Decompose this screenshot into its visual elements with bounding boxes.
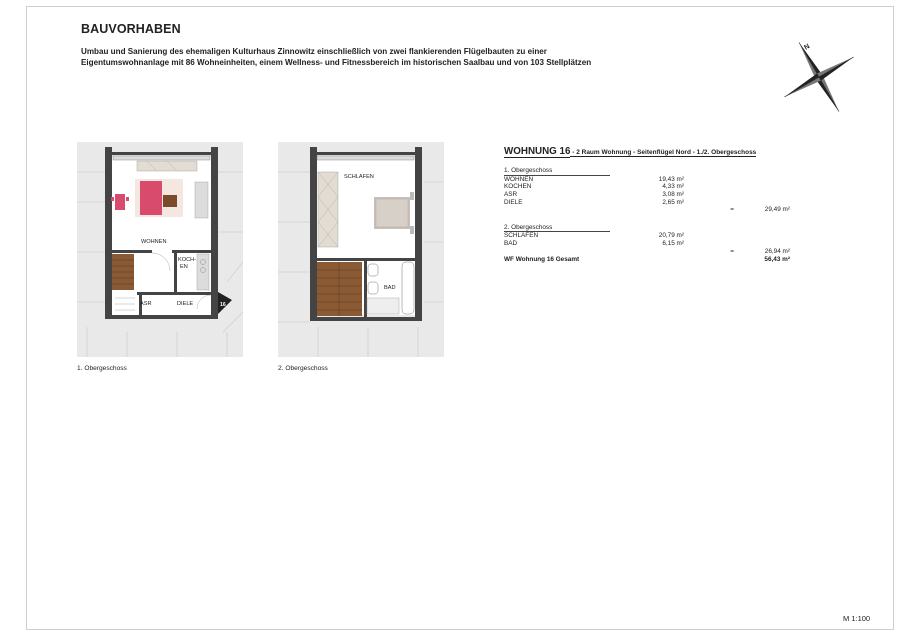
section-title-2og: 2. Obergeschoss xyxy=(504,224,610,233)
room-label-bad: BAD xyxy=(384,285,396,291)
description-line-1: Umbau und Sanierung des ehemaligen Kulturhaus Zinnowitz einschließlich von zwei flankierenden Flügelbauten zu einer xyxy=(81,47,547,56)
room-area: 4,33 m² xyxy=(662,183,684,191)
project-title: BAUVORHABEN xyxy=(81,22,181,36)
table-row xyxy=(504,183,794,191)
north-arrow-icon xyxy=(778,36,860,118)
floorplan-2og xyxy=(278,142,444,357)
area-section-1og xyxy=(504,167,794,214)
room-area: 3,08 m² xyxy=(662,190,684,198)
room-name: ASR xyxy=(504,190,518,198)
area-section-2og xyxy=(504,224,794,263)
description-line-2: Eigentumswohnanlage mit 86 Wohneinheiten, einem Wellness- und Fitnessbereich im historischen Saalbau und von 103 Stellplätzen xyxy=(81,58,592,67)
plan-caption-1og: 1. Obergeschoss xyxy=(77,365,127,372)
unit-heading: WOHNUNG 16 xyxy=(504,146,571,157)
area-table-heading xyxy=(504,146,794,157)
north-label: N xyxy=(803,43,812,52)
room-label-asr: ASR xyxy=(140,301,152,307)
unit-number-marker: 16 xyxy=(220,302,226,308)
plan-caption-2og: 2. Obergeschoss xyxy=(278,365,328,372)
room-name: BAD xyxy=(504,240,518,248)
room-label-diele: DIELE xyxy=(177,301,194,307)
table-row xyxy=(504,191,794,199)
section-sum-row xyxy=(504,206,794,214)
room-label-wohnen: WOHNEN xyxy=(141,239,167,245)
total-value: 56,43 m² xyxy=(764,255,790,263)
total-row xyxy=(504,256,794,264)
equals-sign: = xyxy=(730,206,734,214)
table-row xyxy=(504,232,794,240)
section-sum: 26,94 m² xyxy=(764,247,790,255)
room-name: WOHNEN xyxy=(504,175,534,183)
room-label-kochen-1: KOCH- xyxy=(178,257,197,263)
room-label-kochen-2: EN xyxy=(180,264,188,270)
room-label-schlafen: SCHLAFEN xyxy=(344,174,374,180)
room-area: 20,79 m² xyxy=(658,232,684,240)
total-label: WF Wohnung 16 Gesamt xyxy=(504,255,580,263)
table-row xyxy=(504,240,794,248)
section-title-1og: 1. Obergeschoss xyxy=(504,167,610,176)
area-table xyxy=(504,146,794,263)
equals-sign: = xyxy=(730,247,734,255)
drawing-scale: M 1:100 xyxy=(843,614,871,623)
section-sum: 29,49 m² xyxy=(764,206,790,214)
project-description xyxy=(81,46,721,68)
room-name: DIELE xyxy=(504,198,523,206)
room-area: 19,43 m² xyxy=(658,175,684,183)
room-name: KOCHEN xyxy=(504,183,532,191)
floorplan-1og xyxy=(77,142,243,357)
section-sum-row xyxy=(504,248,794,256)
table-row xyxy=(504,176,794,184)
room-area: 6,15 m² xyxy=(662,240,684,248)
unit-heading-detail: - 2 Raum Wohnung - Seitenflügel Nord - 1./2. Obergeschoss xyxy=(570,149,757,156)
room-area: 2,65 m² xyxy=(662,198,684,206)
room-name: SCHLAFEN xyxy=(504,232,539,240)
table-row xyxy=(504,199,794,207)
